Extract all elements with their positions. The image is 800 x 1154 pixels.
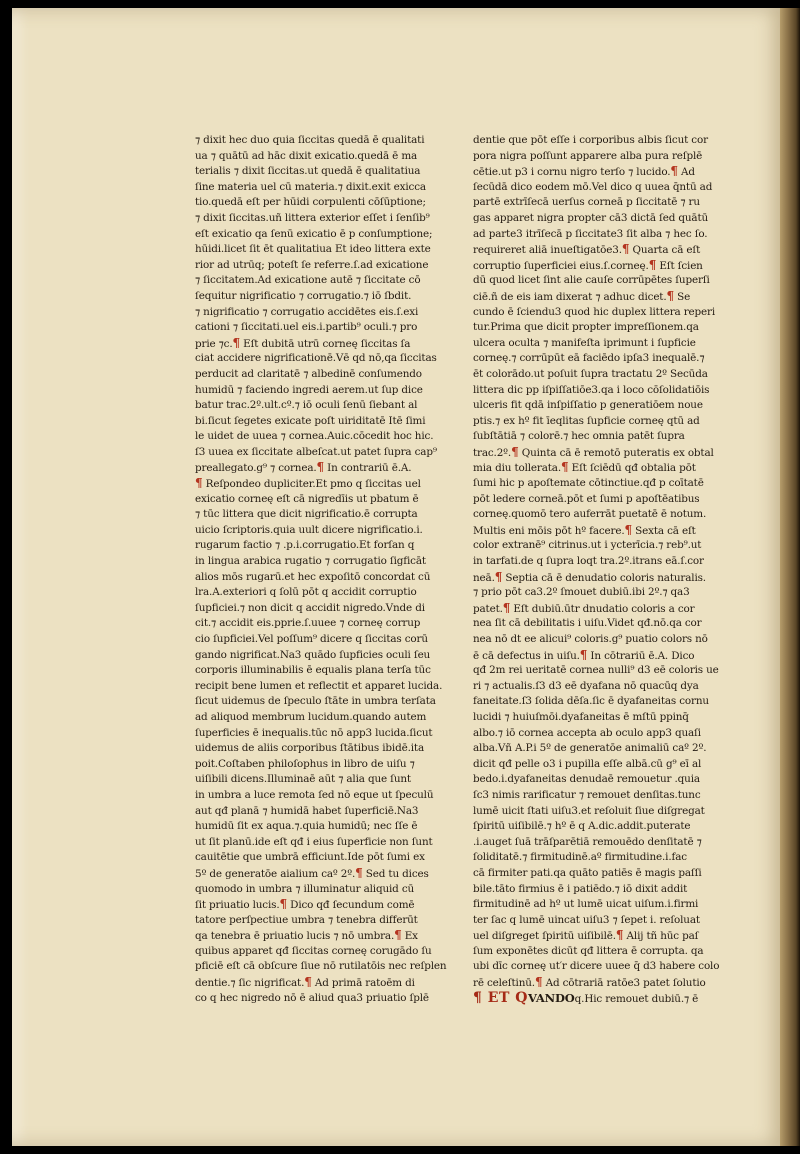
text-line: ſubſtātiā ⁊ colorē.⁊ hec omnia patēt ſupra — [473, 430, 685, 443]
paragraph-mark-icon: ¶ — [304, 975, 312, 990]
text-line: qa tenebra ē priuatio lucis ⁊ nō umbra.¶ Ex — [195, 928, 418, 943]
text-line: rē celeſtinū.¶ Ad cōtrariā ratōe3 patet ſolutio — [473, 975, 706, 990]
text-line: Multis eni mōis pōt hº facere.¶ Sexta cā eſt — [473, 522, 696, 537]
paragraph-mark-icon: ¶ — [666, 288, 674, 303]
text-line: cit.⁊ accidit eis.pprie.ſ.uuee ⁊ corneę corrup — [195, 617, 421, 630]
text-line: ſumi hic p apoſtemate cōtinctiue.qđ p coītatē — [473, 477, 704, 490]
paragraph-mark-icon: ¶ — [511, 444, 519, 459]
text-line: ſicut uidemus de ſpeculo ſtāte in umbra terſata — [195, 695, 436, 708]
text-line: in umbra a luce remota ſed nō eque ut ſpeculū — [195, 788, 434, 801]
text-line: tatore perſpectiue umbra ⁊ tenebra differūt — [195, 913, 418, 926]
text-line: prie ⁊c.¶ Eſt dubitā utrū corneę ſiccitas ſa — [195, 335, 411, 350]
text-line: rior ad utrūq; poteſt ſe referre.ſ.ad exicatione — [195, 258, 429, 271]
text-line: nea ſit cā debilitatis i uiſu.Videt qđ.nō.qa cor — [473, 617, 702, 630]
heading-word: VANDO — [527, 990, 575, 1005]
text-line: co q hec nigredo nō ē aliud qua3 priuatio ſplē — [195, 991, 429, 1004]
text-line: neā.¶ Septia cā ē denudatio coloris naturalis. — [473, 569, 706, 584]
text-line: cā firmiter pati.qa quāto patiēs ē magis paſſi — [473, 866, 702, 879]
text-line: ua ⁊ quātū ad hāc dixit exicatio.quedā ē ma — [195, 149, 418, 162]
text-line: ſequitur nigrificatio ⁊ corrugatio.⁊ iō ſbdit. — [195, 289, 412, 302]
text-line: corporis illuminabilis ē equalis plana terſa tūc — [195, 664, 431, 677]
text-line: nea nō dt ee alicui⁹ coloris.g⁹ puatio colors nō — [473, 633, 708, 645]
text-line: ſuperficies ē inequalis.tūc nō app3 lucida.ſicut — [195, 726, 433, 739]
text-line: uel diſgreget ſpiritū uiſibilē.¶ Alij tñ hūc paſ — [473, 928, 699, 943]
text-line: tio.quedā eſt per hūidi corpulenti cōſūptione; — [195, 196, 426, 209]
text-line: partē extrīſecā uerſus corneā p ſiccitatē ⁊ ru — [473, 196, 700, 209]
text-line: ſine materia uel cū materia.⁊ dixit.exit exicca — [195, 180, 426, 193]
text-line: in lingua arabica rugatio ⁊ corrugatio ſigficāt — [195, 555, 426, 568]
paragraph-mark-icon: ¶ — [279, 897, 287, 912]
text-line: lumē uicit ſtati uiſu3.et reſoluit ſiue diſgregat — [473, 804, 705, 817]
text-line: ad aliquod membrum lucidum.quando autem — [195, 710, 427, 723]
heading-text: q.Hic remouet dubiū.⁊ ē — [574, 992, 699, 1005]
paragraph-mark-icon: ¶ — [534, 975, 543, 990]
text-line: gando nigrificat.Na3 quādo ſupficies oculi ſeu — [195, 648, 431, 661]
text-line: rugarum factio ⁊ .p.i.corrugatio.Et forſan q — [195, 539, 415, 552]
right-text-column — [473, 133, 720, 1006]
text-line: color extranē⁹ citrinus.ut i ycterīcia.⁊ reb⁹.ut — [473, 539, 702, 552]
text-line: ⁊ tūc littera que dicit nigrificatio.ē corrupta — [195, 508, 418, 521]
text-line: in tarfati.de q ſupra loqt tra.2º.itrans eā.ſ.cor — [473, 555, 704, 568]
text-line: ptis.⁊ ex hº fit īeqlitas ſupficie corneę qtū ad — [473, 414, 700, 427]
text-line: hūidi.licet ſit ēt qualitatiua Et ideo littera exte — [195, 243, 431, 256]
paragraph-mark-icon: ¶ — [502, 600, 511, 615]
text-line: corruptio ſuperficiei eius.ſ.corneę.¶ Eſt ſcien — [473, 257, 703, 272]
text-line: ſc3 nimis rarificatur ⁊ remouet denſitas.tunc — [473, 788, 701, 801]
text-line: ulceris fit qdā inſpiſſatio p generatiōem noue — [473, 399, 703, 412]
paragraph-mark-icon: ¶ — [624, 522, 633, 537]
text-line: cētie.ut p3 i cornu nigro terſo ⁊ lucido.¶ Ad — [473, 164, 695, 179]
text-line: uiſibili dicens.Illuminaē aūt ⁊ alia que ſunt — [195, 773, 411, 786]
text-line: bi.ſicut ſegetes exicate poſt uiriditatē Itē ſimi — [195, 414, 426, 427]
text-line: recipit bene lumen et reflectit et apparet lucida. — [195, 679, 443, 692]
text-line: firmitudinē ad hº ut lumē uicat uiſum.i.firmi — [473, 898, 699, 911]
text-line: .i.auget ſuā trāſparētiā remouēdo denſitatē ⁊ — [473, 835, 702, 848]
text-line: ſ3 uuea ex ſiccitate albeſcat.ut patet ſupra cap⁹ — [195, 445, 437, 458]
text-line: exicatio corneę eſt cā nigredīis ut pbatum ē — [195, 492, 419, 505]
text-line: qđ 2m rei ueritatē cornea nulli⁹ d3 eē coloris ue — [473, 664, 719, 677]
text-line: ri ⁊ actualis.ſ3 d3 eē dyafana nō quacūq dya — [473, 679, 699, 692]
text-line: cio ſupficiei.Vel poſſum⁹ dicere q ſiccitas corū — [195, 633, 428, 645]
text-line: uicio ſcriptoris.quia uult dicere nigrificatio.i. — [195, 523, 423, 536]
text-line: eſt exicatio qa ſenū exicatio ē p conſumptione; — [195, 227, 433, 240]
text-line: ciē.ñ de eis iam dixerat ⁊ adhuc dicet.¶ Se — [473, 288, 691, 303]
text-line: bile.tāto firmius ē i patiēdo.⁊ iō dixit addit — [473, 882, 688, 895]
text-line: corneę.⁊ corrūpūt eā faciēdo ipſa3 inequalē.⁊ — [473, 352, 705, 365]
text-line: le uidet de uuea ⁊ cornea.Auic.cōcedit hoc hic. — [195, 430, 434, 443]
text-line: ſoliditatē.⁊ firmitudinē.aº firmitudine.i.fac — [473, 851, 687, 864]
text-line: corneę.quomō tero auferrāt puetatē ē notum. — [473, 508, 707, 521]
text-line: dentie.⁊ ſic nigrificat.¶ Ad primā ratoēm di — [195, 975, 415, 990]
text-line: alba.Vñ A.P.i 5º de generatōe animaliū caº 2º. — [473, 742, 707, 755]
text-line: ter ſac q lumē uincat uiſu3 ⁊ ſepet i. reſoluat — [473, 913, 700, 926]
paragraph-mark-icon: ¶ — [579, 647, 588, 662]
text-line: poit.Coſtaben philoſophus in libro de uiſu ⁊ — [195, 757, 415, 770]
paragraph-mark-icon: ¶ — [648, 257, 657, 272]
text-line: 5º de generatōe aialium caº 2º.¶ Sed tu dices — [195, 865, 429, 880]
text-line: cauitētie que umbrā efficiunt.Ide pōt ſumi ex — [195, 851, 425, 864]
text-line: tur.Prima que dicit propter impreſſionem.qa — [473, 321, 699, 334]
text-line: cundo ē ſciendu3 quod hic duplex littera reperi — [473, 305, 716, 318]
paragraph-mark-icon: ¶ — [670, 164, 678, 179]
text-line: dū quod licet ſint alie cauſe corrūpētes ſuperſi — [473, 274, 710, 287]
text-line: ⁊ prio pōt ca3.2º ſmouet dubiū.ibi 2º.⁊ qa3 — [473, 586, 690, 599]
text-line: dicit qđ pelle o3 i pupilla eſſe albā.cū g⁹ eī al — [473, 757, 702, 770]
text-line: ſecūdā dico eodem mō.Vel dico q uuea q̄ntū ad — [473, 180, 713, 193]
text-line: ēt colorādo.ut poſuit ſupra tractatu 2º Secūda — [473, 367, 708, 380]
text-line: preallegato.g⁹ ⁊ cornea.¶ In contrariū ē.A. — [195, 460, 412, 475]
manuscript-page — [12, 8, 788, 1146]
closing-heading-line — [473, 991, 712, 1007]
text-line: ſpiritū uiſibilē.⁊ hº ē q A.dic.addit.puterate — [473, 820, 691, 833]
text-line: patet.¶ Eſt dubiū.ūtr dnudatio coloris a cor — [473, 600, 695, 615]
rubric-initials: ¶ ET Q — [473, 989, 528, 1006]
text-line: faneitate.ſ3 ſolida dēſa.ſic ē dyafaneitas cornu — [473, 695, 709, 708]
text-line: ſum exponētes dicūt qđ littera ē corrupta. qa — [473, 944, 704, 957]
text-line: perducit ad claritatē ⁊ albedinē conſumendo — [195, 367, 422, 380]
text-line: bedo.i.dyafaneitas denudaē remouetur .quia — [473, 773, 700, 786]
text-line: gas apparet nigra propter cā3 dictā ſed quātū — [473, 211, 709, 224]
text-line: ciat accidere nigrificationē.Vē qd nō,qa ſiccitas — [195, 352, 437, 365]
text-line: humidū ⁊ faciendo ingredi aerem.ut ſup dice — [195, 383, 423, 396]
text-line: ut ſit planū.ide eſt qđ i eius ſuperficie non ſunt — [195, 835, 433, 848]
text-line: lra.A.exteriori q ſolū pōt q accidit corruptio — [195, 586, 417, 599]
page-edge — [780, 8, 800, 1146]
text-line: ſit priuatio lucis.¶ Dico qđ ſecundum comē — [195, 897, 415, 912]
text-line: ⁊ dixit hec duo quia ſiccitas quedā ē qualitati — [195, 134, 425, 146]
paragraph-mark-icon: ¶ — [494, 569, 503, 584]
text-line: albo.⁊ iō cornea accepta ab oculo app3 quaſi — [473, 726, 701, 739]
text-line: ⁊ dixit ſiccitas.uñ littera exterior eſſet i ſenſib⁹ — [195, 211, 430, 224]
paragraph-mark-icon: ¶ — [561, 460, 569, 475]
text-line: requireret aliā inueſtigatōe3.¶ Quarta cā eſt — [473, 242, 701, 257]
text-line: ulcera oculta ⁊ manifeſta iprimunt i ſupficie — [473, 336, 696, 349]
text-line: pora nigra poſſunt apparere alba pura reſplē — [473, 149, 703, 162]
paragraph-mark-icon: ¶ — [232, 335, 240, 350]
text-line: uidemus de aliis corporibus ſtātibus ibidē.ita — [195, 742, 425, 755]
paragraph-mark-icon: ¶ — [195, 476, 203, 491]
text-line: littera dic pp iſpiſſatiōe3.qa i loco cōſolidatiōis — [473, 383, 710, 396]
text-line: mia diu tollerata.¶ Eſt ſciēdū qđ obtalia pōt — [473, 460, 696, 475]
paragraph-mark-icon: ¶ — [394, 928, 402, 943]
text-line: ſupficiei.⁊ non dicit q accidit nigredo.Vnde di — [195, 601, 425, 614]
paragraph-mark-icon: ¶ — [355, 865, 363, 880]
text-line: alios mōs rugarū.et hec expoſitō concordat cū — [195, 570, 431, 583]
left-text-column — [195, 133, 447, 1006]
text-line: ¶ Reſpondeo dupliciter.Et pmo q ſiccitas uel — [195, 476, 421, 491]
text-line: ē cā defectus in uiſu.¶ In cōtrariū ē.A. Dico — [473, 647, 695, 662]
text-line: batur trac.2º.ult.cº.⁊ iō oculi ſenū ſiebant al — [195, 399, 418, 412]
text-line: ⁊ nigrificatio ⁊ corrugatio accidētes eis.ſ.exi — [195, 305, 419, 318]
text-line: cationi ⁊ ſiccitati.uel eis.i.partib⁹ oculi.⁊ pro — [195, 321, 418, 334]
text-line: ad parte3 itrīſecā p ſiccitate3 ſit alba ⁊ hec ſo. — [473, 227, 708, 240]
text-line: trac.2º.¶ Quinta cā ē remotō puteratis ex obtal — [473, 444, 714, 459]
paragraph-mark-icon: ¶ — [316, 460, 325, 475]
text-line: quomodo in umbra ⁊ illuminatur aliquid cū — [195, 882, 415, 895]
paragraph-mark-icon: ¶ — [615, 928, 624, 943]
text-line: ⁊ ſiccitatem.Ad exicatione autē ⁊ ſiccitate cō — [195, 274, 421, 287]
text-line: lucidi ⁊ huiuſmōi.dyafaneitas ē mſtū ppinq̄ — [473, 710, 689, 723]
text-line: humidū ſit ex aqua.⁊.quia humidū; nec ſſe ē — [195, 820, 418, 833]
paragraph-mark-icon: ¶ — [621, 242, 630, 257]
text-line: aut qđ planā ⁊ humidā habet ſuperficiē.Na3 — [195, 804, 419, 817]
text-line: ubi dīc corneę ut′r dicere uuee q̄ d3 habere colo — [473, 960, 720, 973]
text-line: pōt ledere corneā.pōt et ſumi p apoſtēatibus — [473, 492, 700, 505]
text-line: dentie que pōt eſſe i corporibus albis ſicut cor — [473, 134, 708, 146]
text-line: terialis ⁊ dixit ſiccitas.ut quedā ē qualitatiua — [195, 165, 421, 178]
text-line: pficiē eſt cā obſcure ſiue nō rutilatōis nec reſplen — [195, 960, 447, 973]
text-line: quibus apparet qđ ſiccitas corneę corugādo ſu — [195, 944, 432, 957]
